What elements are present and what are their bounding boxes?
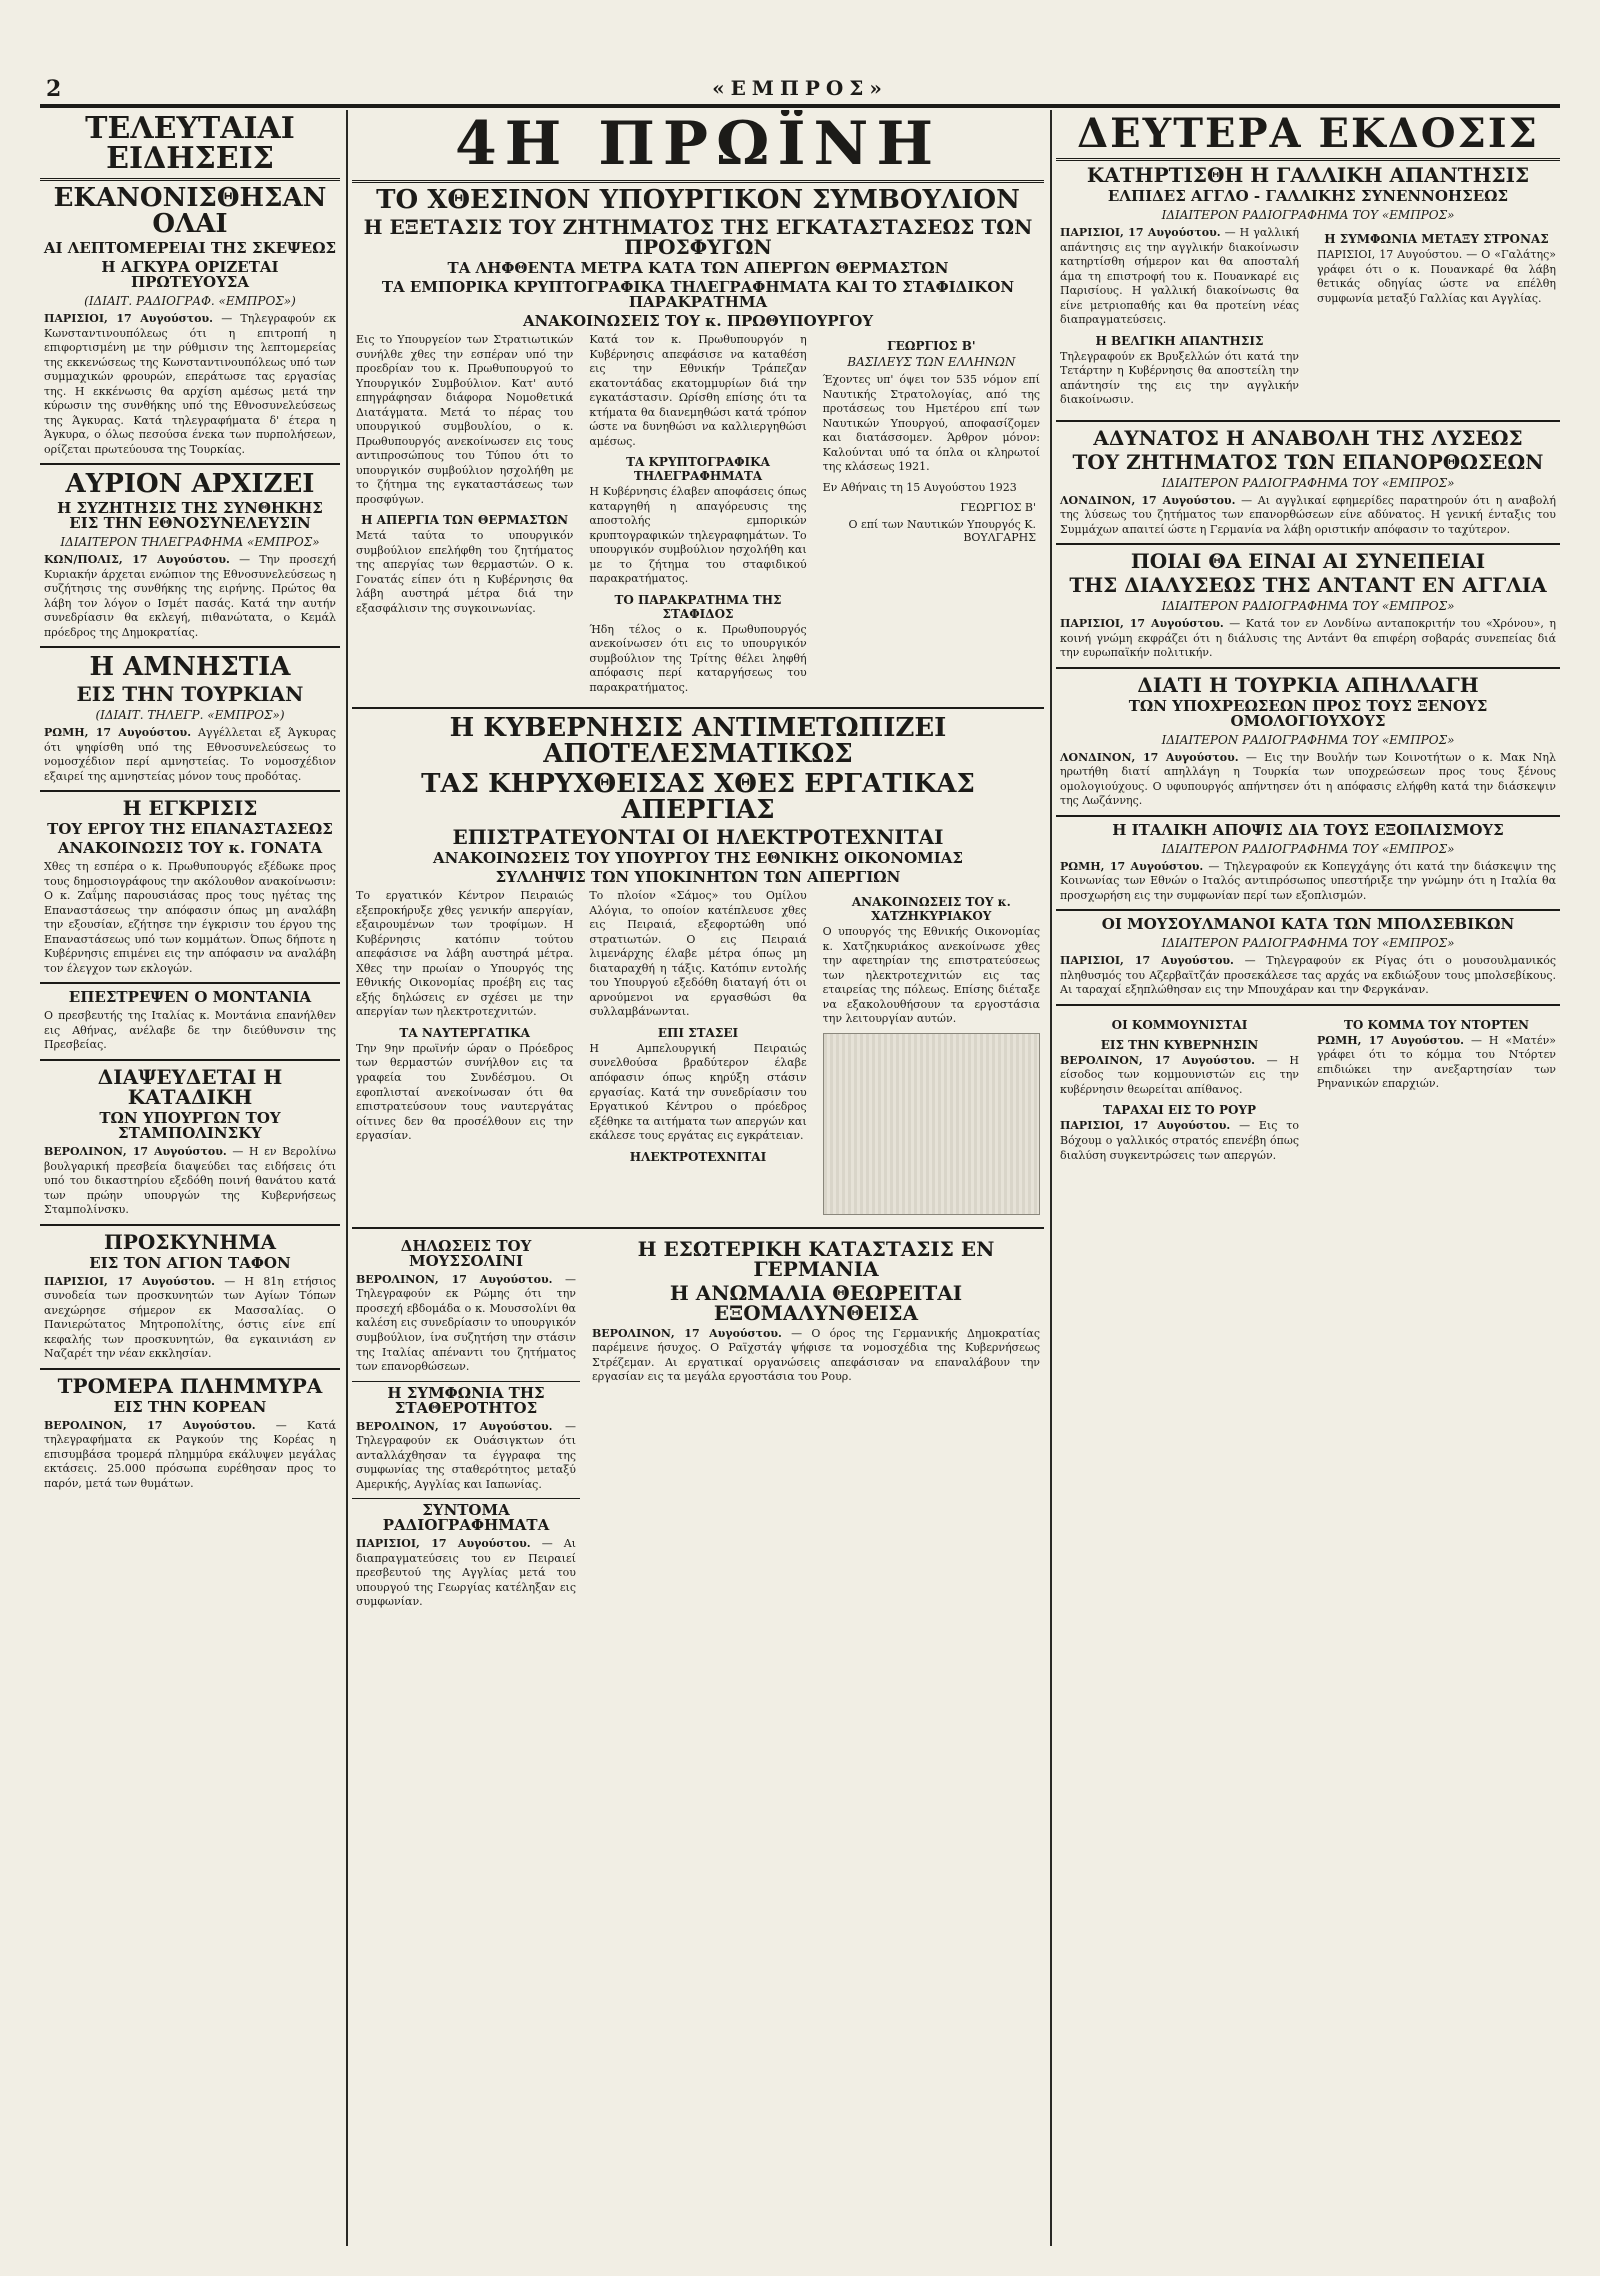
section-title-latest-news: ΤΕΛΕΥΤΑΙΑΙ ΕΙΔΗΣΕΙΣ <box>40 114 340 181</box>
article-body: Ήδη τέλος ο κ. Πρωθυπουργός ανεκοίνωσεν ότι εις το υπουργικόν συμβούλιον της Τρίτης θέλει ληφθή απόφασις περί καταργήσεως του παρακρατήματος. <box>589 622 807 694</box>
article-headline: Η ΚΥΒΕΡΝΗΣΙΣ ΑΝΤΙΜΕΤΩΠΙΖΕΙ ΑΠΟΤΕΛΕΣΜΑΤΙΚΩΣ <box>449 713 947 770</box>
column-divider <box>346 110 348 2246</box>
article-body: ΡΩΜΗ, 17 Αυγούστου. — Τηλεγραφούν εκ Κοπεγχάγης ότι κατά την διάσκεψιν της Κοινωνίας των Εθνών ο Ιταλός αντιπρόσωπος υπεστήριξε την γνώμην ότι η Ιταλία θα προσχωρήση εις την συμφωνίαν περί των εξοπλισμών. <box>1060 859 1556 902</box>
left-column <box>40 110 340 2246</box>
article-headline: Η ΕΓΚΡΙΣΙΣ <box>122 796 258 821</box>
article-subheadline: ΕΙΣ ΤΟΝ ΑΓΙΟΝ ΤΑΦΟΝ <box>89 1253 291 1272</box>
article-dateline: ΛΟΝΔΙΝΟΝ, 17 Αυγούστου. <box>1060 493 1236 507</box>
divider <box>1056 543 1560 545</box>
article-source: ΙΔΙΑΙΤΕΡΟΝ ΡΑΔΙΟΓΡΑΦΗΜΑ ΤΟΥ «ΕΜΠΡΟΣ» <box>1161 208 1455 222</box>
article-dateline: ΒΕΡΟΛΙΝΟΝ, 17 Αυγούστου. <box>356 1419 553 1433</box>
article-subheadline: ΤΑ ΛΗΦΘΕΝΤΑ ΜΕΤΡΑ ΚΑΤΑ ΤΩΝ ΑΠΕΡΓΩΝ ΘΕΡΜΑΣΤΩΝ <box>447 259 949 277</box>
section-subhead: ΤΑΡΑΧΑΙ ΕΙΣ ΤΟ ΡΟΥΡ <box>1102 1103 1257 1118</box>
article-subheadline: Η ΣΥΖΗΤΗΣΙΣ ΤΗΣ ΣΥΝΘΗΚΗΣ ΕΙΣ ΤΗΝ ΕΘΝΟΣΥΝΕΛΕΥΣΙΝ <box>57 499 323 533</box>
article-subheadline: ΣΥΛΛΗΨΙΣ ΤΩΝ ΥΠΟΚΙΝΗΤΩΝ ΤΩΝ ΑΠΕΡΓΙΩΝ <box>495 868 901 887</box>
article-subheadline: ΕΠΙΣΤΡΑΤΕΥΟΝΤΑΙ ΟΙ ΗΛΕΚΤΡΟΤΕΧΝΙΤΑΙ <box>452 825 944 850</box>
article-body: ΒΕΡΟΛΙΝΟΝ, 17 Αυγούστου. — Η εν Βερολίνω βουλγαρική πρεσβεία διαψεύδει τας ειδήσεις ότι υπό του δικαστηρίου εξεδόθη ποινή θανάτου κατά των πρώην υπουργών της Κυβερνήσεως Σταμπολίνσκυ. <box>44 1144 337 1217</box>
masthead-rule <box>40 104 1560 108</box>
article-headline: Η ΣΥΜΦΩΝΙΑ ΤΗΣ ΣΤΑΘΕΡΟΤΗΤΟΣ <box>387 1383 545 1417</box>
article-columns <box>352 333 1044 701</box>
article-headline: ΤΡΟΜΕΡΑ ΠΛΗΜΜΥΡΑ <box>57 1373 323 1398</box>
article-dateline: ΒΕΡΟΛΙΝΟΝ, 17 Αυγούστου. <box>1060 1053 1255 1067</box>
article-dateline: ΛΟΝΔΙΝΟΝ, 17 Αυγούστου. <box>1060 750 1239 764</box>
article-body: ΒΕΡΟΛΙΝΟΝ, 17 Αυγούστου. — Κατά τηλεγραφήματα εκ Ραγκούν της Κορέας η επισυμβάσα τρομερά πλημμύρα εκάλυψεν μεγάλας εκτάσεις. 25.000 πρόσωπα ευρέθησαν προς το παρόν, μετά των θυμάτων. <box>44 1418 336 1490</box>
article-body: ΒΕΡΟΛΙΝΟΝ, 17 Αυγούστου. — Ο όρος της Γερμανικής Δημοκρατίας παρέμεινε ήσυχος. Ο Ραϊχστάγ ψήφισε τα νομοσχέδια της Κυβερνήσεως Στρέζεμαν. Αι εργατικαί οργανώσεις απεφάσισαν να επαναλάβουν την εργασίαν εις τα μεγάλα εργοστάσια του Ρουρ. <box>592 1326 1041 1384</box>
article-headline: ΑΔΥΝΑΤΟΣ Η ΑΝΑΒΟΛΗ ΤΗΣ ΛΥΣΕΩΣ <box>1093 425 1523 450</box>
article-body: Ο πρεσβευτής της Ιταλίας κ. Μοντάνια επανήλθεν εις Αθήνας, ανέλαβε δε την διεύθυνσιν της Πρεσβείας. <box>44 1009 336 1052</box>
column-divider <box>1050 110 1052 2246</box>
edition-banner: 4Η ΠΡΩΪΝΗ <box>352 114 1044 183</box>
article-subheadline: ΑΝΑΚΟΙΝΩΣΕΙΣ ΤΟΥ κ. ΠΡΩΘΥΠΟΥΡΓΟΥ <box>522 312 874 330</box>
article-source: ΙΔΙΑΙΤΕΡΟΝ ΡΑΔΙΟΓΡΑΦΗΜΑ ΤΟΥ «ΕΜΠΡΟΣ» <box>1161 475 1455 490</box>
section-subhead: ΤΟ ΚΟΜΜΑ ΤΟΥ ΝΤΟΡΤΕΝ <box>1343 1017 1530 1032</box>
article-body: Τηλεγραφούν εκ Βρυξελλών ότι κατά την Τετάρτην η Κυβέρνησις θα αποστείλη την απάντησίν της εις την αγγλικήν διακοίνωσιν. <box>1060 349 1299 407</box>
article-dateline: ΒΕΡΟΛΙΝΟΝ, 17 Αυγούστου. <box>356 1272 553 1286</box>
article-body: Η Κυβέρνησις έλαβεν αποφάσεις όπως καταργηθή η απαγόρευσις της αποστολής εμπορικών κρυπτογραφικών τηλεγραφημάτων. Το υπουργικόν συμβούλιον ησχολήθη και με το ζήτημα του σταφιδικού παρακρατήματος. <box>589 485 807 586</box>
article-headline: ΔΙΑΨΕΥΔΕΤΑΙ Η ΚΑΤΑΔΙΚΗ <box>97 1064 283 1109</box>
article-dateline: ΠΑΡΙΣΙΟΙ, 17 Αυγούστου. <box>1060 954 1234 968</box>
divider <box>40 463 340 465</box>
article-subheadline: ΕΛΠΙΔΕΣ ΑΓΓΛΟ - ΓΑΛΛΙΚΗΣ ΣΥΝΕΝΝΟΗΣΕΩΣ <box>1107 187 1509 205</box>
divider <box>1056 667 1560 669</box>
middle-column <box>352 110 1044 2246</box>
divider <box>352 1498 580 1499</box>
article-body: ΠΑΡΙΣΙΟΙ, 17 Αυγούστου. — Τηλεγραφούν εκ Ρίγας ότι ο μουσουλμανικός πληθυσμός του Αζερβαϊτζάν προσεκάλεσε τας αρχάς να εκδιώξουν τους μπολσεβίκους. Αι ταραχαί εξηπλώθησαν εις την Μπουχάραν και την Φεργκάναν. <box>1060 954 1557 997</box>
article-headline: ΕΠΕΣΤΡΕΨΕΝ Ο ΜΟΝΤΑΝΙΑ <box>68 988 312 1007</box>
article-dateline: ΠΑΡΙΣΙΟΙ, 17 Αυγούστου. <box>44 312 213 325</box>
brief-columns <box>1056 1012 1560 1169</box>
article-subheadline: ΤΑΣ ΚΗΡΥΧΘΕΙΣΑΣ ΧΘΕΣ ΕΡΓΑΤΙΚΑΣ ΑΠΕΡΓΙΑΣ <box>421 769 975 826</box>
article-headline: ΑΥΡΙΟΝ ΑΡΧΙΖΕΙ <box>65 469 315 500</box>
article-body: ΡΩΜΗ, 17 Αυγούστου. Αγγέλλεται εξ Άγκυρας ότι ψηφίσθη υπό της Εθνοσυνελεύσεως το νομοσχέδιον περί αμνηστείας. Το νομοσχέδιον εξαιρεί της αμνηστείας μόνον τους προδότας. <box>44 726 336 783</box>
article-subheadline: Η ΑΓΚΥΡΑ ΟΡΙΖΕΤΑΙ ΠΡΩΤΕΥΟΥΣΑ <box>101 258 279 291</box>
section-subhead: ΕΙΣ ΤΗΝ ΚΥΒΕΡΝΗΣΙΝ <box>1100 1037 1259 1052</box>
section-subhead: ΤΑ ΚΡΥΠΤΟΓΡΑΦΙΚΑ ΤΗΛΕΓΡΑΦΗΜΑΤΑ <box>626 455 770 484</box>
section-subhead: ΤΑ ΝΑΥΤΕΡΓΑΤΙΚΑ <box>399 1025 530 1040</box>
divider <box>40 1224 340 1226</box>
article-body: ΒΕΡΟΛΙΝΟΝ, 17 Αυγούστου. — Η είσοδος των κομμουνιστών εις την κυβέρνησιν θεωρείται απίθανος. <box>1060 1053 1299 1096</box>
decree-king-title: ΒΑΣΙΛΕΥΣ ΤΩΝ ΕΛΛΗΝΩΝ <box>847 355 1016 369</box>
article-headline: ΠΟΙΑΙ ΘΑ ΕΙΝΑΙ ΑΙ ΣΥΝΕΠΕΙΑΙ <box>1130 549 1486 574</box>
article-headline: ΔΙΑΤΙ Η ΤΟΥΡΚΙΑ ΑΠΗΛΛΑΓΗ <box>1137 672 1479 697</box>
decree-body: Έχοντες υπ' όψει τον 535 νόμον επί Ναυτικής Στρατολογίας, από της προτάσεως του Ημετέρου επί των Ναυτικών Υπουργού, αποφασίζομεν και διατάσσομεν. Άρθρον μόνον: Καλούνται υπό τα όπλα οι κληρωτοί της κλάσεως 1921. <box>822 373 1040 474</box>
section-subhead: ΕΠΙ ΣΤΑΣΕΙ <box>657 1025 739 1040</box>
article-dateline: ΚΩΝ/ΠΟΛΙΣ, 17 Αυγούστου. <box>44 553 230 567</box>
article-body: ΠΑΡΙΣΙΟΙ, 17 Αυγούστου. — Ο «Γαλάτης» γράφει ότι ο κ. Πουανκαρέ θα λάβη θετικάς οδηγίας ώστε να επέλθη συμφωνία μεταξύ Γαλλίας και Αγγλίας. <box>1317 248 1556 305</box>
page-number: 2 <box>46 76 62 102</box>
article-dateline: ΠΑΡΙΣΙΟΙ, 17 Αυγούστου. <box>356 1537 531 1551</box>
divider <box>1056 815 1560 817</box>
article-headline: ΕΚΑΝΟΝΙΣΘΗΣΑΝ ΟΛΑΙ <box>53 183 327 239</box>
article-dateline: ΡΩΜΗ, 17 Αυγούστου. <box>44 726 192 740</box>
article-body: ΛΟΝΔΙΝΟΝ, 17 Αυγούστου. — Εις την Βουλήν των Κοινοτήτων ο κ. Μακ Νηλ ηρωτήθη διατί απηλλάγη η Τουρκία των υποχρεώσεων προς τους ξένους ομολογιούχους. Ο υφυπουργός απήντησεν ότι η απόφασις ελήφθη κατά την διάσκεψιν της Λωζάννης. <box>1060 750 1556 808</box>
article-body: Μετά ταύτα το υπουργικόν συμβούλιον επελήφθη του ζητήματος της απεργίας των θερμαστών. Ο κ. Γονατάς είπεν ότι η Κυβέρνησις θα λάβη αυστηρά μέτρα διά την εξασφάλισιν της συγκοινωνίας. <box>356 529 574 615</box>
article-subheadline: ΑΝΑΚΟΙΝΩΣΕΙΣ ΤΟΥ ΥΠΟΥΡΓΟΥ ΤΗΣ ΕΘΝΙΚΗΣ ΟΙΚΟΝΟΜΙΑΣ <box>432 849 964 868</box>
article-dateline: ΡΩΜΗ, 17 Αυγούστου. <box>1317 1033 1464 1047</box>
section-subhead: Η ΒΕΛΓΙΚΗ ΑΠΑΝΤΗΣΙΣ <box>1095 333 1264 348</box>
article-source: ΙΔΙΑΙΤΕΡΟΝ ΤΗΛΕΓΡΑΦΗΜΑ «ΕΜΠΡΟΣ» <box>60 535 320 550</box>
article-body: Την 9ην πρωϊνήν ώραν ο Πρόεδρος των θερμαστών συνήλθον εις τα γραφεία του Συνδέσμου. Οι εφοπλισταί ανεκοίνωσαν ότι θα επιστρατεύσουν τους ναυτεργάτας οίτινες δεν θα προσέλθουν εις την εργασίαν. <box>356 1041 574 1143</box>
article-body: ΠΑΡΙΣΙΟΙ, 17 Αυγούστου. — Η 81η ετήσιος συνοδεία των προσκυνητών των Αγίων Τόπων ανεχώρησε σήμερον εκ Μασσαλίας. Ο Πανιερώτατος Μητροπολίτης, όστις είνε επί κεφαλής των προσκυνητών, θα εγκαινιάση εν Ναζαρέτ την νέαν εκκλησίαν. <box>44 1274 337 1361</box>
article-headline: ΣΥΝΤΟΜΑ ΡΑΔΙΟΓΡΑΦΗΜΑΤΑ <box>382 1501 550 1535</box>
section-subhead: Η ΣΥΜΦΩΝΙΑ ΜΕΤΑΞΥ ΣΤΡΟΝΑΣ <box>1324 232 1549 246</box>
divider <box>352 1381 580 1382</box>
article-body: Χθες τη εσπέρα ο κ. Πρωθυπουργός εξέδωκε προς τους δημοσιογράφους την ακόλουθον ανακοίνωσιν: Ο κ. Ζαΐμης παρουσιάσας προς τους ηγέτας της Επαναστάσεως την απόφασιν όπως μη αναλάβη την εξουσίαν, εζήτησε την έγκρισιν του έργου της Επαναστάσεως υπό των κομμάτων. Όπως δήποτε η Κυβέρνησις επιμένει εις την απόφασιν να αναλάβη τον έλεγχον των εκλογών. <box>44 860 336 975</box>
decree-signature: Ο επί των Ναυτικών Υπουργός Κ. ΒΟΥΛΓΑΡΗΣ <box>848 518 1036 545</box>
article-dateline: ΡΩΜΗ, 17 Αυγούστου. <box>1060 859 1204 873</box>
article-source: ΙΔΙΑΙΤΕΡΟΝ ΡΑΔΙΟΓΡΑΦΗΜΑ ΤΟΥ «ΕΜΠΡΟΣ» <box>1161 936 1455 951</box>
article-headline: ΟΙ ΜΟΥΣΟΥΛΜΑΝΟΙ ΚΑΤΑ ΤΩΝ ΜΠΟΛΣΕΒΙΚΩΝ <box>1101 915 1515 934</box>
article-body: ΒΕΡΟΛΙΝΟΝ, 17 Αυγούστου. — Τηλεγραφούν εκ Ουάσιγκτων ότι ανταλλάχθησαν τα έγγραφα της συμφωνίας της σταθερότητος μεταξύ Αμερικής, Αγγλίας και Ιαπωνίας. <box>356 1419 576 1491</box>
newspaper-name: «ΕΜΠΡΟΣ» <box>712 76 888 100</box>
article-headline: ΚΑΤΗΡΤΙΣΘΗ Η ΓΑΛΛΙΚΗ ΑΠΑΝΤΗΣΙΣ <box>1086 163 1530 187</box>
article-subheadline: ΑΙ ΛΕΠΤΟΜΕΡΕΙΑΙ ΤΗΣ ΣΚΕΨΕΩΣ <box>43 239 337 257</box>
article-source: (ΙΔΙΑΙΤ. ΡΑΔΙΟΓΡΑΦ. «ΕΜΠΡΟΣ») <box>84 294 296 308</box>
article-subheadline: Η ΕΞΕΤΑΣΙΣ ΤΟΥ ΖΗΤΗΜΑΤΟΣ ΤΗΣ ΕΓΚΑΤΑΣΤΑΣΕΩΣ ΤΩΝ ΠΡΟΣΦΥΓΩΝ <box>363 215 1033 259</box>
section-subhead: ΟΙ ΚΟΜΜΟΥΝΙΣΤΑΙ <box>1111 1017 1248 1032</box>
article-body: ΠΑΡΙΣΙΟΙ, 17 Αυγούστου. — Κατά τον εν Λονδίνω ανταποκριτήν του «Χρόνου», η κοινή γνώμη εκφράζει ότι η διάλυσις της Αντάντ θα επιφέρη σοβαράς συνεπείας διά την ευρωπαϊκήν πολιτικήν. <box>1060 617 1556 660</box>
article-subheadline: ΕΙΣ ΤΗΝ ΚΟΡΕΑΝ <box>113 1397 267 1416</box>
article-subheadline: ΑΝΑΚΟΙΝΩΣΙΣ ΤΟΥ κ. ΓΟΝΑΤΑ <box>57 839 323 858</box>
article-headline: Η ΑΜΝΗΣΤΙΑ <box>89 652 291 683</box>
article-source: ΙΔΙΑΙΤΕΡΟΝ ΡΑΔΙΟΓΡΑΦΗΜΑ ΤΟΥ «ΕΜΠΡΟΣ» <box>1161 732 1455 747</box>
article-source: ΙΔΙΑΙΤΕΡΟΝ ΡΑΔΙΟΓΡΑΦΗΜΑ ΤΟΥ «ΕΜΠΡΟΣ» <box>1161 599 1455 614</box>
article-body: ΛΟΝΔΙΝΟΝ, 17 Αυγούστου. — Αι αγγλικαί εφημερίδες παρατηρούν ότι η αναβολή της λύσεως του ζητήματος των επανορθώσεων είνε αδύνατος. Η γενική ένταξις του Συμμάχων απαιτεί ώστε η Γερμανία να λάβη οριστικήν απόφασιν το ταχύτερον. <box>1060 493 1556 536</box>
right-column <box>1056 110 1560 2246</box>
photo-plate <box>823 1033 1040 1215</box>
article-body: ΚΩΝ/ΠΟΛΙΣ, 17 Αυγούστου. — Την προσεχή Κυριακήν άρχεται ενώπιον της Εθνοσυνελεύσεως η συζήτησις της συνθήκης της ειρήνης. Πρώτος θα λάβη τον λόγον ο Ισμέτ πασάς. Κατά την αυτήν συνεδρίασιν θα εκλεγή, πιθανώτατα, ο Κεμάλ πρόεδρος της Δημοκρατίας. <box>44 553 336 639</box>
article-subheadline: ΤΩΝ ΥΠΟΥΡΓΩΝ ΤΟΥ ΣΤΑΜΠΟΛΙΝΣΚΥ <box>99 1108 281 1142</box>
article-subheadline: ΤΟΥ ΕΡΓΟΥ ΤΗΣ ΕΠΑΝΑΣΤΑΣΕΩΣ <box>47 820 333 839</box>
decree-king: ΓΕΩΡΓΙΟΣ Β' <box>887 339 976 353</box>
article-dateline: ΠΑΡΙΣΙΟΙ, 17 Αυγούστου. <box>44 1274 215 1288</box>
section-subhead: Η ΑΠΕΡΓΙΑ ΤΩΝ ΘΕΡΜΑΣΤΩΝ <box>361 513 569 528</box>
article-dateline: ΠΑΡΙΣΙΟΙ, 17 Αυγούστου. <box>1060 226 1221 239</box>
article-subheadline: Η ΑΝΩΜΑΛΙΑ ΘΕΩΡΕΙΤΑΙ ΕΞΟΜΑΛΥΝΘΕΙΣΑ <box>669 1280 963 1325</box>
article-subheadline: ΤΩΝ ΥΠΟΧΡΕΩΣΕΩΝ ΠΡΟΣ ΤΟΥΣ ΞΕΝΟΥΣ ΟΜΟΛΟΓΙΟΥΧΟΥΣ <box>1128 696 1488 730</box>
article-subheadline: ΕΙΣ ΤΗΝ ΤΟΥΡΚΙΑΝ <box>76 682 304 707</box>
article-columns <box>352 889 1044 1221</box>
article-body: Εις το Υπουργείον των Στρατιωτικών συνήλθε χθες την εσπέραν υπό την προεδρίαν του κ. Πρωθυπουργού το Υπουργικόν Συμβούλιον. Κατ' αυτό επηγράφησαν διάφορα Νομοθετικά Διατάγματα. Μετά το πέρας του υπουργικού συμβουλίου, ο κ. Πρωθυπουργός ανεκοίνωσεν εις τους αντιπροσώπους του Τύπου ότι το υπουργικόν συμβούλιον ησχολήθη με το ζήτημα της εγκαταστάσεως των προσφύγων. <box>356 333 574 506</box>
article-headline: ΤΟ ΧΘΕΣΙΝΟΝ ΥΠΟΥΡΓΙΚΟΝ ΣΥΜΒΟΥΛΙΟΝ <box>376 185 1020 215</box>
article-dateline: ΒΕΡΟΛΙΝΟΝ, 17 Αυγούστου. <box>44 1144 227 1158</box>
section-subhead: ΤΟ ΠΑΡΑΚΡΑΤΗΜΑ ΤΗΣ ΣΤΑΦΙΔΟΣ <box>614 592 782 621</box>
section-subhead: ΗΛΕΚΤΡΟΤΕΧΝΙΤΑΙ <box>629 1149 767 1164</box>
section-title-second-edition: ΔΕΥΤΕΡΑ ΕΚΔΟΣΙΣ <box>1056 114 1560 161</box>
article-body: Το εργατικόν Κέντρον Πειραιώς εξεπροκήρυξε χθες γενικήν απεργίαν, εξαιρουμένων των τροφίμων. Η Κυβέρνησις κατόπιν τούτου απεφάσισε να λάβη αυστηρά μέτρα. Χθες την πρωίαν ο Υπουργός της Εθνικής Οικονομίας προέβη εις τας εξής δηλώσεις εν σχέσει με την απεργίαν των ηλεκτροτεχνιτών. <box>356 889 574 1019</box>
article-body: ΠΑΡΙΣΙΟΙ, 17 Αυγούστου. — Εις το Βόχουμ ο γαλλικός στρατός επενέβη όπως διαλύση συγκεντρώσεις των απεργών. <box>1060 1119 1299 1162</box>
article-body: ΠΑΡΙΣΙΟΙ, 17 Αυγούστου. — Η γαλλική απάντησις εις την αγγλικήν διακοίνωσιν κατηρτίσθη σήμερον και θα αποσταλή άμα τη επιστροφή του κ. Πουανκαρέ εις Παρισίους. Η γαλλική διακοίνωσις θα είνε μετριοπαθής και θα προτείνη νέας διαπραγματεύσεις. <box>1060 226 1300 327</box>
article-headline: ΔΗΛΩΣΕΙΣ ΤΟΥ ΜΟΥΣΣΟΛΙΝΙ <box>400 1236 532 1270</box>
article-columns <box>1056 226 1560 414</box>
article-body: ΠΑΡΙΣΙΟΙ, 17 Αυγούστου. — Τηλεγραφούν εκ Κωνσταντινουπόλεως ότι η επιτροπή η επιφορτισμένη με την ρύθμισιν της λεπτομερείας της εκκενώσεως της Κωνσταντινουπόλεως υπό των συμμαχικών φρουρών, επεράτωσε τας εργασίας της. Η εκκένωσις θα αρχίση αμέσως μετά την κύρωσιν της συνθήκης υπό της Εθνοσυνελεύσεως της Άγκυρας. Κατά τηλεγραφήματα δ' έτερα η Άγκυρα, ο όλως πεσούσα ένεκα των πυρπολήσεων, ορίζεται πρωτεύουσα της Τουρκίας. <box>44 312 336 456</box>
divider <box>1056 909 1560 911</box>
section-subhead: ΑΝΑΚΟΙΝΩΣΕΙΣ ΤΟΥ κ. ΧΑΤΖΗΚΥΡΙΑΚΟΥ <box>851 895 1011 924</box>
article-dateline: ΠΑΡΙΣΙΟΙ, 17 Αυγούστου. <box>1060 617 1224 631</box>
divider <box>40 790 340 792</box>
divider <box>40 1368 340 1370</box>
divider <box>40 1059 340 1061</box>
article-body: ΒΕΡΟΛΙΝΟΝ, 17 Αυγούστου. — Τηλεγραφούν εκ Ρώμης ότι την προσεχή εβδομάδα ο κ. Μουσσολίνι θα καλέση εις συνεδρίασιν το υπουργικόν συμβούλιον, ίνα συζητήση την στάσιν της Ιταλίας απέναντι του ζητήματος των επανορθώσεων. <box>356 1272 576 1374</box>
decree-signature: ΓΕΩΡΓΙΟΣ Β' <box>960 501 1036 515</box>
article-dateline: ΒΕΡΟΛΙΝΟΝ, 17 Αυγούστου. <box>592 1326 782 1340</box>
article-headline: ΠΡΟΣΚΥΝΗΜΑ <box>104 1229 276 1254</box>
article-dateline: ΠΑΡΙΣΙΟΙ, 17 Αυγούστου. <box>1060 1119 1231 1133</box>
article-body: Ο υπουργός της Εθνικής Οικονομίας κ. Χατζηκυριάκος ανεκοίνωσε χθες την αφετηρίαν της επιστρατεύσεως των ηλεκτροτεχνιτών εις τας εταιρείας της πόλεως. Επίσης διέταξε να εξακολουθήσουν τα εργοστάσια την λειτουργίαν αυτών. <box>822 925 1040 1026</box>
divider <box>40 646 340 648</box>
article-body: ΡΩΜΗ, 17 Αυγούστου. — Η «Ματέν» γράφει ότι το κόμμα του Ντόρτεν επιδιώκει την ανεξαρτησίαν των Ρηνανικών επαρχιών. <box>1317 1033 1557 1091</box>
article-body: ΠΑΡΙΣΙΟΙ, 17 Αυγούστου. — Αι διαπραγματεύσεις του εν Πειραιεί πρεσβευτού της Αγγλίας μετά του υπουργού της Γεωργίας κατέληξαν εις συμφωνίαν. <box>356 1537 576 1609</box>
article-body: Κατά τον κ. Πρωθυπουργόν η Κυβέρνησις απεφάσισε να καταθέση εις την Εθνικήν Τράπεζαν εκατοντάδας εκατομμυρίων διά την εγκατάστασιν. Ωρίσθη επίσης ότι τα κτήματα θα διανεμηθώσι κατά τρόπον ώστε να δυνηθώσι να καλλιεργηθώσι αμέσως. <box>589 333 807 448</box>
article-source: (ΙΔΙΑΙΤ. ΤΗΛΕΓΡ. «ΕΜΠΡΟΣ») <box>95 708 285 723</box>
article-subheadline: ΤΟΥ ΖΗΤΗΜΑΤΟΣ ΤΩΝ ΕΠΑΝΟΡΘΩΣΕΩΝ <box>1072 449 1544 474</box>
article-body: Η Αμπελουργική Πειραιώς συνελθούσα βραδύτερον έλαβε απόφασιν όπως κηρύξη στάσιν εργασίας. Κατά την συνεδρίασιν του Εργατικού Κέντρου ο πρόεδρος εξέθηκε τα αιτήματα των απεργών και εκάλεσε τους εργάτας εις εγκράτειαν. <box>589 1041 807 1143</box>
divider <box>352 1227 1044 1229</box>
divider <box>1056 420 1560 422</box>
masthead <box>40 76 1560 102</box>
article-source: ΙΔΙΑΙΤΕΡΟΝ ΡΑΔΙΟΓΡΑΦΗΜΑ ΤΟΥ «ΕΜΠΡΟΣ» <box>1161 841 1455 856</box>
bottom-columns <box>352 1235 1044 1616</box>
article-subheadline: ΤΑ ΕΜΠΟΡΙΚΑ ΚΡΥΠΤΟΓΡΑΦΙΚΑ ΤΗΛΕΓΡΑΦΗΜΑΤΑ ΚΑΙ ΤΟ ΣΤΑΦΙΔΙΚΟΝ ΠΑΡΑΚΡΑΤΗΜΑ <box>381 278 1015 311</box>
divider <box>40 982 340 984</box>
divider <box>1056 1004 1560 1006</box>
article-body: Το πλοίον «Σάμος» του Ομίλου Αλόγια, το οποίον κατέπλευσε χθες εις Πειραιά, εξεφορτώθη υπό στρατιωτών. Ο εις Πειραιά λιμενάρχης έλαβε μέτρα όπως μη διαταραχθή η τάξις. Κατόπιν εντολής του Υπουργού εξεδόθη διαταγή ότι οι αρνούμενοι να εργασθώσι θα συλλαμβάνωνται. <box>589 889 807 1019</box>
decree-date: Εν Αθήναις τη 15 Αυγούστου 1923 <box>822 480 1017 494</box>
divider <box>352 707 1044 709</box>
article-subheadline: ΤΗΣ ΔΙΑΛΥΣΕΩΣ ΤΗΣ ΑΝΤΑΝΤ ΕΝ ΑΓΓΛΙΑ <box>1069 573 1547 598</box>
article-dateline: ΒΕΡΟΛΙΝΟΝ, 17 Αυγούστου. <box>44 1418 256 1432</box>
article-headline: Η ΕΣΩΤΕΡΙΚΗ ΚΑΤΑΣΤΑΣΙΣ ΕΝ ΓΕΡΜΑΝΙΑ <box>637 1236 995 1281</box>
article-headline: Η ΙΤΑΛΙΚΗ ΑΠΟΨΙΣ ΔΙΑ ΤΟΥΣ ΕΞΟΠΛΙΣΜΟΥΣ <box>1112 820 1504 839</box>
